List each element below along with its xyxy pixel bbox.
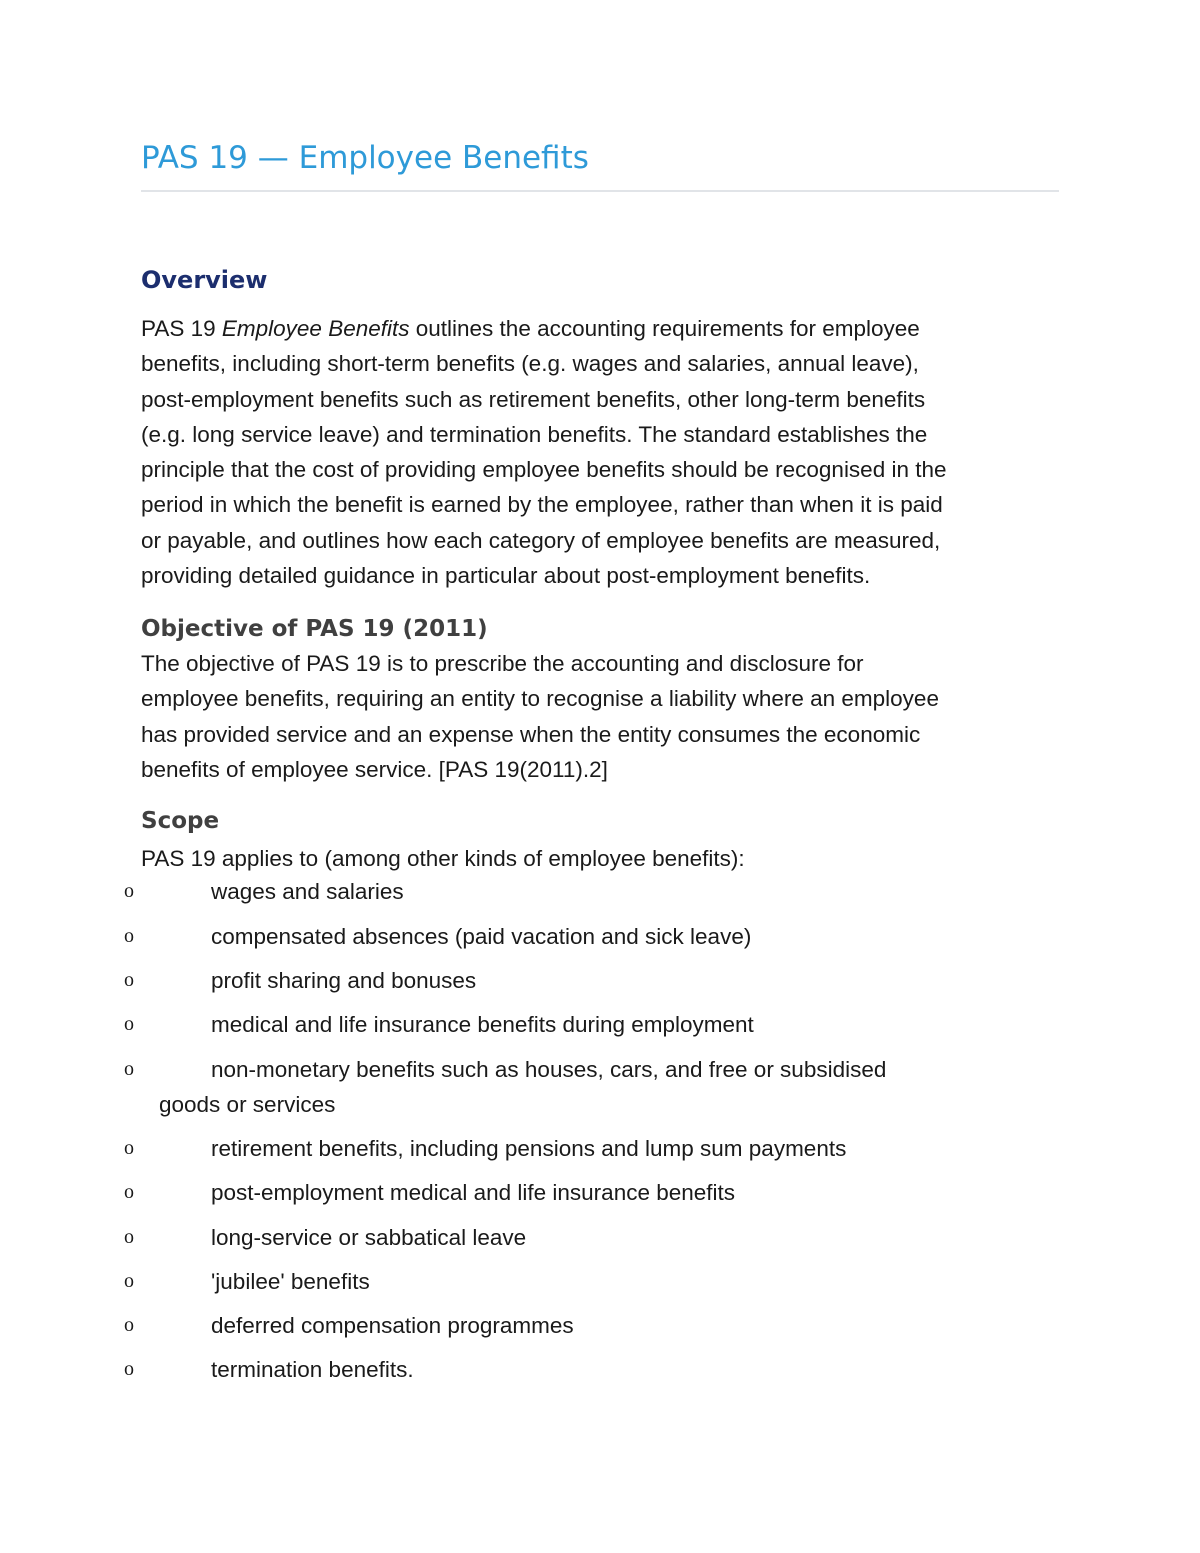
list-item-continuation: goods or services [159, 1092, 336, 1117]
objective-line: The objective of PAS 19 is to prescribe the accounting and disclosure for [141, 651, 864, 676]
objective-paragraph [141, 646, 1071, 787]
bullet-icon: o [124, 969, 134, 991]
bullet-icon: o [124, 1181, 134, 1203]
overview-line: or payable, and outlines how each category of employee benefits are measured, [141, 527, 941, 553]
bullet-icon: o [124, 925, 134, 947]
objective-line: employee benefits, requiring an entity to recognise a liability where an employee [141, 686, 939, 712]
overview-line: providing detailed guidance in particular about post-employment benefits. [141, 563, 871, 589]
overview-line: post-employment benefits such as retirement benefits, other long-term benefits [141, 386, 926, 412]
overview-rest-text: outlines the accounting requirements for employee [409, 316, 920, 341]
list-item-text: profit sharing and bonuses [211, 968, 477, 993]
page-title: PAS 19 — Employee Benefits [141, 140, 589, 176]
bullet-icon: o [124, 1226, 134, 1248]
scope-intro-text: PAS 19 applies to (among other kinds of employee benefits): [141, 846, 745, 871]
list-item-text: wages and salaries [211, 879, 404, 904]
scope-heading: Scope [141, 808, 220, 834]
list-item-text: retirement benefits, including pensions and lump sum payments [211, 1136, 847, 1161]
list-item-text: termination benefits. [211, 1357, 414, 1382]
overview-heading: Overview [141, 266, 268, 294]
overview-lead-text: PAS 19 [141, 316, 222, 341]
title-block [141, 138, 1059, 192]
list-item-text: deferred compensation programmes [211, 1313, 574, 1338]
list-item-text: medical and life insurance benefits during employment [211, 1012, 754, 1037]
bullet-icon: o [124, 880, 134, 902]
list-item-text: compensated absences (paid vacation and sick leave) [211, 924, 752, 949]
objective-heading: Objective of PAS 19 (2011) [141, 616, 488, 642]
overview-line: (e.g. long service leave) and termination benefits. The standard establishes the [141, 421, 928, 447]
bullet-icon: o [124, 1270, 134, 1292]
overview-paragraph [141, 311, 1071, 593]
objective-line: benefits of employee service. [PAS 19(2011).2] [141, 756, 608, 782]
list-item-text: non-monetary benefits such as houses, cars, and free or subsidised [211, 1057, 887, 1082]
scope-intro [141, 841, 1071, 876]
overview-line: principle that the cost of providing employee benefits should be recognised in the [141, 457, 947, 483]
overview-italic-title: Employee Benefits [221, 316, 410, 341]
bullet-icon: o [124, 1013, 134, 1035]
bullet-icon: o [124, 1314, 134, 1336]
objective-line: has provided service and an expense when the entity consumes the economic [141, 721, 921, 747]
bullet-icon: o [124, 1137, 134, 1159]
list-item-text: post-employment medical and life insurance benefits [211, 1180, 736, 1205]
list-item-text: long-service or sabbatical leave [211, 1225, 527, 1250]
bullet-icon: o [124, 1058, 134, 1080]
bullet-icon: o [124, 1358, 134, 1380]
list-item-text: 'jubilee' benefits [211, 1269, 370, 1294]
overview-line: period in which the benefit is earned by the employee, rather than when it is paid [141, 492, 943, 518]
overview-line: benefits, including short-term benefits (e.g. wages and salaries, annual leave), [141, 351, 919, 377]
overview-line [141, 311, 1071, 346]
